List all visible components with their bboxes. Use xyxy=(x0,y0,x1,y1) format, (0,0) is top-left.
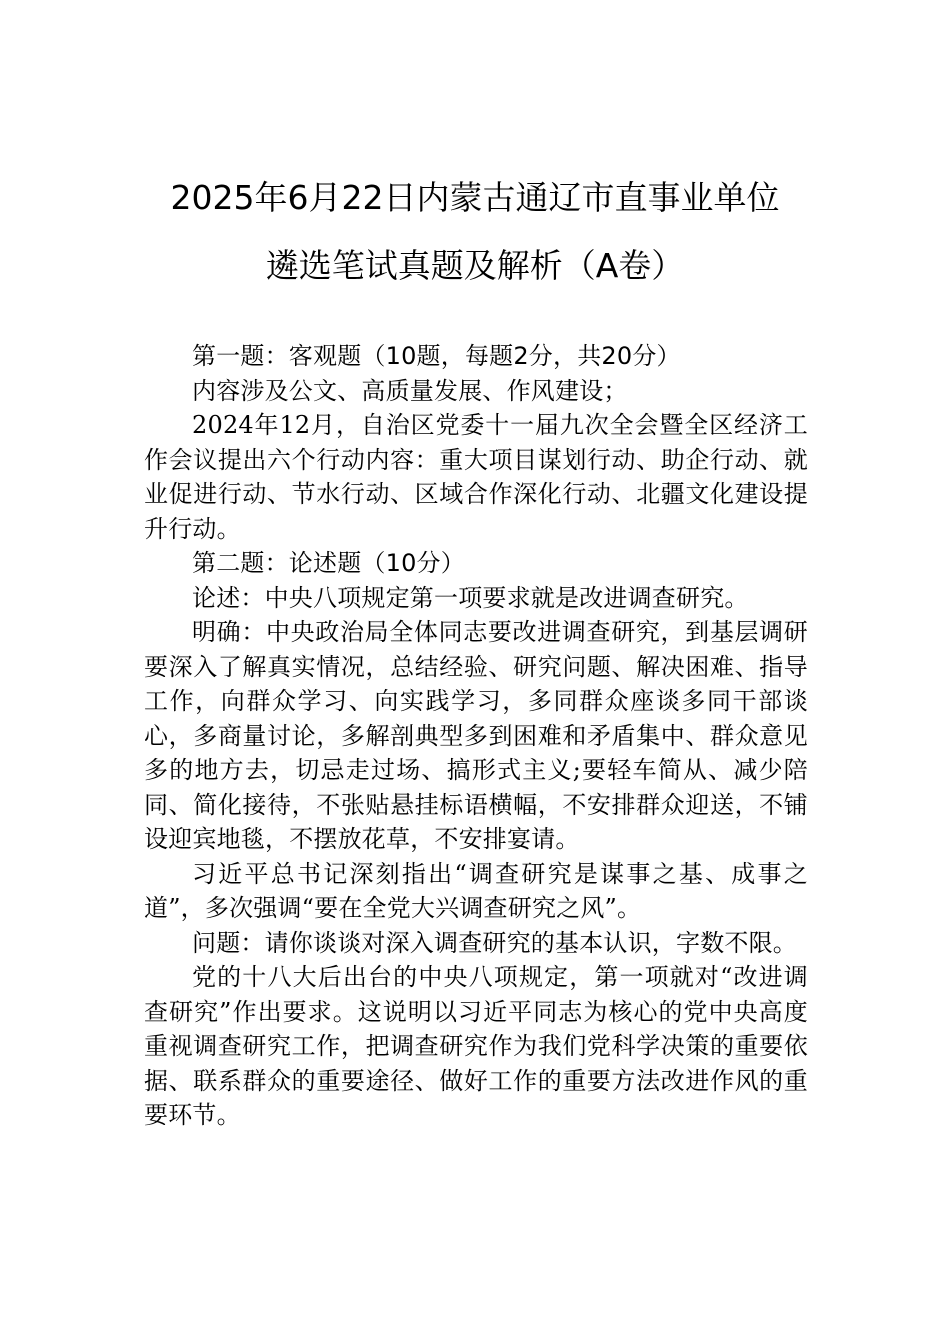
paragraph: 问题：请你谈谈对深入调查研究的基本认识，字数不限。 xyxy=(192,928,797,957)
document-title xyxy=(120,176,830,312)
paragraph: 明确：中央政治局全体同志要改进调查研究，到基层调研要深入了解真实情况，总结经验、研究问题、解决困难、指导工作，向群众学习、向实践学习，多同群众座谈多同干部谈心，多商量讨论，多解剖典型多到困难和矛盾集中、群众意见多的地方去，切忌走过场、搞形式主义;要轻车简从、减少陪同、简化接待，不张贴悬挂标语横幅，不安排群众迎送，不铺设迎宾地毯，不摆放花草，不安排宴请。 xyxy=(144,618,808,853)
paragraph: 论述：中央八项规定第一项要求就是改进调查研究。 xyxy=(192,583,749,612)
title-line-1: 2025年6月22日内蒙古通辽市直事业单位 xyxy=(170,178,780,217)
paragraph: 习近平总书记深刻指出“调查研究是谋事之基、成事之道”，多次强调“要在全党大兴调查研究之风”。 xyxy=(144,859,808,922)
paragraph: 党的十八大后出台的中央八项规定，第一项就对“改进调查研究”作出要求。这说明以习近平同志为核心的党中央高度重视调查研究工作，把调查研究作为我们党科学决策的重要依据、联系群众的重要途径、做好工作的重要方法改进作风的重要环节。 xyxy=(144,963,808,1129)
paragraph: 2024年12月，自治区党委十一届九次全会暨全区经济工作会议提出六个行动内容：重大项目谋划行动、助企行动、就业促进行动、节水行动、区域合作深化行动、北疆文化建设提升行动。 xyxy=(144,411,808,543)
section-heading-2: 第二题：论述题（10分） xyxy=(192,549,465,577)
title-line-2: 遴选笔试真题及解析（A卷） xyxy=(265,246,685,285)
document-body xyxy=(144,339,808,1133)
section-heading-1: 第一题：客观题（10题，每题2分，共20分） xyxy=(192,342,681,370)
paragraph: 内容涉及公文、高质量发展、作风建设； xyxy=(192,376,628,405)
